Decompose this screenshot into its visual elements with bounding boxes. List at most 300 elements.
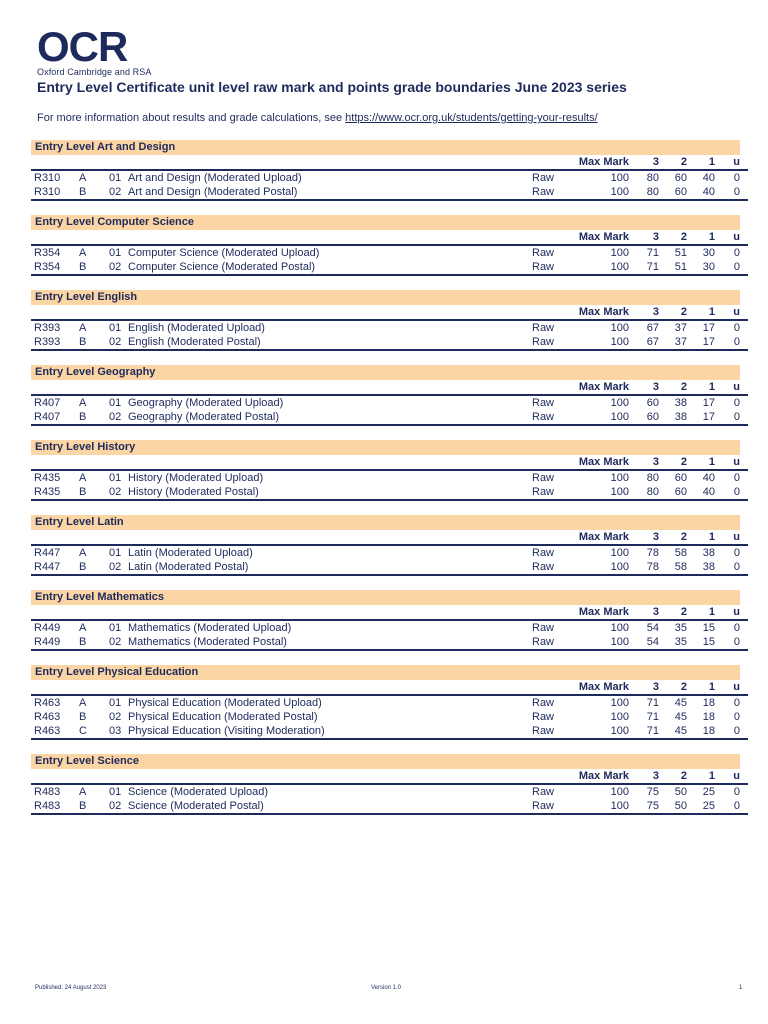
boundaries-table	[31, 455, 748, 501]
grade-1-boundary: 15	[702, 622, 715, 634]
component-number: 02	[109, 560, 128, 575]
mark-type: Raw	[532, 247, 555, 259]
grade-3-header: 3	[633, 155, 661, 170]
unit-code: R463	[34, 711, 61, 723]
header-spacer	[128, 455, 532, 470]
header-spacer	[128, 380, 532, 395]
header-spacer	[109, 530, 128, 545]
grade-1-boundary: 25	[689, 799, 717, 814]
grade-3-header: 3	[633, 605, 661, 620]
boundaries-table	[31, 380, 748, 426]
component-letter: B	[79, 185, 109, 200]
table-header-row	[31, 530, 748, 545]
grade-2-boundary: 35	[674, 622, 687, 634]
component-letter: B	[79, 635, 109, 650]
logo-tagline: Oxford Cambridge and RSA	[37, 67, 152, 77]
header-spacer	[79, 769, 109, 784]
unit-code: R449	[34, 622, 61, 634]
subject-section	[31, 754, 740, 815]
header-spacer	[109, 605, 128, 620]
header-spacer	[128, 305, 532, 320]
header-spacer	[532, 769, 574, 784]
table-row	[31, 185, 748, 200]
grade-3-boundary: 78	[633, 560, 661, 575]
component-number: 02	[109, 410, 128, 425]
max-mark: 100	[574, 485, 633, 500]
grade-3-boundary: 80	[646, 472, 659, 484]
grade-2-header: 2	[661, 605, 689, 620]
header-spacer	[31, 769, 79, 784]
component-letter: B	[79, 260, 109, 275]
grade-u-header: u	[717, 305, 748, 320]
boundaries-table	[31, 230, 748, 276]
component-number: 02	[109, 485, 128, 500]
table-row	[31, 245, 748, 260]
grade-3-boundary: 67	[646, 322, 659, 334]
header-spacer	[79, 455, 109, 470]
max-mark: 100	[610, 786, 629, 798]
component-name: History (Moderated Postal)	[128, 485, 532, 500]
mark-type: Raw	[532, 185, 574, 200]
component-name: Physical Education (Moderated Upload)	[128, 697, 322, 709]
grade-1-boundary: 38	[689, 560, 717, 575]
header-spacer	[79, 305, 109, 320]
grade-2-header: 2	[661, 380, 689, 395]
mark-type: Raw	[532, 547, 555, 559]
grade-u-boundary: 0	[717, 485, 748, 500]
unit-code: R310	[34, 172, 61, 184]
component-name: Latin (Moderated Upload)	[128, 547, 253, 559]
component-name: Geography (Moderated Upload)	[128, 397, 284, 409]
grade-u-boundary: 0	[717, 724, 748, 739]
grade-2-header: 2	[661, 155, 689, 170]
mark-type: Raw	[532, 799, 574, 814]
mark-type: Raw	[532, 635, 574, 650]
grade-u-boundary: 0	[717, 185, 748, 200]
header-spacer	[79, 155, 109, 170]
max-mark: 100	[574, 260, 633, 275]
component-letter: A	[79, 622, 87, 634]
grade-u-header: u	[717, 680, 748, 695]
component-letter: B	[79, 335, 109, 350]
header-spacer	[31, 530, 79, 545]
boundaries-table	[31, 605, 748, 651]
max-mark: 100	[610, 622, 629, 634]
mark-type: Raw	[532, 322, 555, 334]
grade-u-boundary: 0	[733, 472, 740, 484]
grade-3-header: 3	[633, 680, 661, 695]
header-spacer	[532, 305, 574, 320]
max-mark: 100	[574, 799, 633, 814]
header-spacer	[532, 680, 574, 695]
mark-type: Raw	[532, 335, 574, 350]
component-name: Science (Moderated Postal)	[128, 799, 532, 814]
header-spacer	[109, 305, 128, 320]
max-mark: 100	[574, 560, 633, 575]
grade-1-boundary: 40	[702, 172, 715, 184]
header-spacer	[109, 455, 128, 470]
grade-1-boundary: 15	[689, 635, 717, 650]
component-name: Geography (Moderated Postal)	[128, 410, 532, 425]
section-heading: Entry Level Latin	[31, 515, 740, 530]
grade-2-boundary: 60	[674, 172, 687, 184]
table-header-row	[31, 155, 748, 170]
boundaries-table	[31, 530, 748, 576]
grade-2-boundary: 50	[661, 799, 689, 814]
header-spacer	[79, 230, 109, 245]
max-mark-header: Max Mark	[574, 769, 633, 784]
grade-2-boundary: 45	[661, 724, 689, 739]
grade-3-header: 3	[633, 769, 661, 784]
grade-1-header: 1	[689, 769, 717, 784]
grade-u-boundary: 0	[717, 260, 748, 275]
grade-1-boundary: 18	[702, 697, 715, 709]
header-spacer	[532, 530, 574, 545]
table-row	[31, 620, 748, 635]
grade-3-header: 3	[633, 380, 661, 395]
max-mark: 100	[574, 724, 633, 739]
max-mark: 100	[574, 185, 633, 200]
grade-1-boundary: 17	[702, 397, 715, 409]
component-number: 03	[109, 724, 128, 739]
grade-2-header: 2	[661, 455, 689, 470]
table-header-row	[31, 380, 748, 395]
mark-type: Raw	[532, 410, 574, 425]
unit-code: R463	[34, 697, 61, 709]
header-spacer	[31, 455, 79, 470]
grade-1-boundary: 40	[702, 472, 715, 484]
table-row	[31, 395, 748, 410]
grade-2-boundary: 45	[674, 697, 687, 709]
subject-section	[31, 515, 740, 576]
grade-1-header: 1	[689, 455, 717, 470]
component-number: 01	[109, 786, 122, 798]
ocr-logo	[37, 23, 167, 78]
max-mark: 100	[574, 410, 633, 425]
section-heading: Entry Level History	[31, 440, 740, 455]
grade-1-header: 1	[689, 605, 717, 620]
header-spacer	[532, 230, 574, 245]
grade-1-boundary: 25	[702, 786, 715, 798]
mark-type: Raw	[532, 711, 555, 723]
grade-1-boundary: 17	[689, 335, 717, 350]
grade-u-header: u	[717, 769, 748, 784]
max-mark-header: Max Mark	[574, 530, 633, 545]
header-spacer	[128, 230, 532, 245]
component-number: 02	[109, 635, 128, 650]
header-spacer	[31, 305, 79, 320]
grade-2-boundary: 38	[661, 410, 689, 425]
grade-3-header: 3	[633, 305, 661, 320]
table-row	[31, 410, 748, 425]
grade-u-boundary: 0	[717, 335, 748, 350]
max-mark-header: Max Mark	[574, 605, 633, 620]
component-number: 01	[109, 697, 122, 709]
component-name: English (Moderated Postal)	[128, 335, 532, 350]
component-name: Mathematics (Moderated Postal)	[128, 635, 532, 650]
table-header-row	[31, 769, 748, 784]
grade-3-boundary: 71	[646, 711, 659, 723]
table-row	[31, 170, 748, 185]
grade-1-header: 1	[689, 305, 717, 320]
grade-u-boundary: 0	[733, 322, 740, 334]
grade-boundary-sections	[31, 140, 740, 829]
grade-3-boundary: 60	[633, 410, 661, 425]
boundaries-table	[31, 680, 748, 740]
grade-2-boundary: 38	[674, 397, 687, 409]
grade-u-boundary: 0	[733, 247, 740, 259]
component-letter: A	[79, 472, 87, 484]
component-number: 02	[109, 185, 128, 200]
max-mark-header: Max Mark	[574, 155, 633, 170]
max-mark: 100	[610, 172, 629, 184]
grade-u-header: u	[717, 605, 748, 620]
grade-2-header: 2	[661, 230, 689, 245]
mark-type: Raw	[532, 472, 555, 484]
grade-1-boundary: 40	[689, 485, 717, 500]
header-spacer	[31, 605, 79, 620]
grade-3-header: 3	[633, 230, 661, 245]
grade-3-boundary: 67	[633, 335, 661, 350]
grade-3-boundary: 71	[646, 697, 659, 709]
max-mark: 100	[574, 335, 633, 350]
header-spacer	[109, 230, 128, 245]
component-letter: A	[79, 322, 87, 334]
footer-page-number: 1	[739, 985, 743, 991]
grade-3-boundary: 71	[633, 260, 661, 275]
section-heading: Entry Level Art and Design	[31, 140, 740, 155]
grade-2-boundary: 37	[661, 335, 689, 350]
component-name: History (Moderated Upload)	[128, 472, 264, 484]
section-heading: Entry Level English	[31, 290, 740, 305]
table-header-row	[31, 455, 748, 470]
grade-2-boundary: 60	[674, 472, 687, 484]
grade-1-header: 1	[689, 380, 717, 395]
grade-1-boundary: 18	[689, 724, 717, 739]
table-row	[31, 545, 748, 560]
grade-1-boundary: 40	[689, 185, 717, 200]
table-header-row	[31, 230, 748, 245]
component-letter: B	[79, 711, 87, 723]
header-spacer	[31, 680, 79, 695]
subject-section	[31, 440, 740, 501]
max-mark: 100	[610, 322, 629, 334]
subject-section	[31, 215, 740, 276]
header-spacer	[532, 455, 574, 470]
unit-code: R393	[34, 322, 61, 334]
grade-1-header: 1	[689, 155, 717, 170]
max-mark: 100	[610, 547, 629, 559]
grade-1-header: 1	[689, 530, 717, 545]
header-spacer	[31, 380, 79, 395]
table-row	[31, 470, 748, 485]
subject-section	[31, 140, 740, 201]
component-letter: A	[79, 247, 87, 259]
component-letter: A	[79, 172, 87, 184]
mark-type: Raw	[532, 697, 555, 709]
table-row	[31, 784, 748, 799]
unit-code: R407	[31, 410, 79, 425]
max-mark: 100	[610, 697, 629, 709]
grade-2-boundary: 51	[661, 260, 689, 275]
grade-2-header: 2	[661, 769, 689, 784]
table-header-row	[31, 305, 748, 320]
max-mark-header: Max Mark	[574, 680, 633, 695]
section-heading: Entry Level Science	[31, 754, 740, 769]
unit-code: R407	[34, 397, 61, 409]
grade-1-boundary: 30	[702, 247, 715, 259]
grade-1-boundary: 17	[689, 410, 717, 425]
grade-2-boundary: 51	[674, 247, 687, 259]
grade-2-boundary: 58	[661, 560, 689, 575]
component-name: Computer Science (Moderated Postal)	[128, 260, 532, 275]
max-mark-header: Max Mark	[574, 230, 633, 245]
component-letter: A	[79, 697, 87, 709]
max-mark: 100	[574, 635, 633, 650]
unit-code: R310	[31, 185, 79, 200]
component-number: 02	[109, 335, 128, 350]
component-name: Physical Education (Visiting Moderation)	[128, 724, 532, 739]
grade-u-boundary: 0	[733, 711, 740, 723]
table-row	[31, 260, 748, 275]
unit-code: R447	[34, 547, 61, 559]
component-number: 01	[109, 397, 122, 409]
footer-version: Version 1.0	[371, 985, 402, 991]
header-spacer	[79, 605, 109, 620]
logo-wordmark: OCR	[37, 23, 128, 70]
grade-3-boundary: 71	[633, 724, 661, 739]
header-spacer	[128, 530, 532, 545]
results-link[interactable]: https://www.ocr.org.uk/students/getting-your-results/	[345, 112, 598, 124]
grade-2-boundary: 35	[661, 635, 689, 650]
unit-code: R447	[31, 560, 79, 575]
component-name: Art and Design (Moderated Upload)	[128, 172, 302, 184]
table-row	[31, 560, 748, 575]
grade-u-header: u	[717, 155, 748, 170]
max-mark: 100	[610, 397, 629, 409]
subject-section	[31, 665, 740, 740]
unit-code: R393	[31, 335, 79, 350]
table-header-row	[31, 605, 748, 620]
grade-u-header: u	[717, 530, 748, 545]
component-letter: A	[79, 786, 87, 798]
subject-section	[31, 290, 740, 351]
unit-code: R354	[34, 247, 61, 259]
grade-3-boundary: 80	[633, 185, 661, 200]
unit-code: R463	[31, 724, 79, 739]
grade-2-boundary: 60	[661, 485, 689, 500]
section-heading: Entry Level Geography	[31, 365, 740, 380]
grade-1-boundary: 30	[689, 260, 717, 275]
header-spacer	[109, 380, 128, 395]
grade-1-boundary: 18	[702, 711, 715, 723]
grade-u-header: u	[717, 455, 748, 470]
grade-2-boundary: 37	[674, 322, 687, 334]
component-name: Physical Education (Moderated Postal)	[128, 711, 318, 723]
component-name: Latin (Moderated Postal)	[128, 560, 532, 575]
grade-2-boundary: 45	[674, 711, 687, 723]
section-heading: Entry Level Mathematics	[31, 590, 740, 605]
grade-u-boundary: 0	[717, 799, 748, 814]
mark-type: Raw	[532, 260, 574, 275]
header-spacer	[109, 769, 128, 784]
mark-type: Raw	[532, 622, 555, 634]
mark-type: Raw	[532, 560, 574, 575]
component-letter: A	[79, 397, 87, 409]
unit-code: R435	[31, 485, 79, 500]
grade-2-boundary: 58	[674, 547, 687, 559]
page-title: Entry Level Certificate unit level raw mark and points grade boundaries June 2023 series	[37, 79, 627, 95]
grade-3-boundary: 60	[646, 397, 659, 409]
footer-published: Published: 24 August 2023	[35, 985, 107, 991]
table-row	[31, 799, 748, 814]
grade-3-header: 3	[633, 455, 661, 470]
grade-3-boundary: 80	[646, 172, 659, 184]
component-letter: A	[79, 547, 87, 559]
max-mark-header: Max Mark	[574, 380, 633, 395]
header-spacer	[31, 230, 79, 245]
header-spacer	[128, 680, 532, 695]
table-header-row	[31, 680, 748, 695]
grade-1-header: 1	[689, 230, 717, 245]
table-row	[31, 335, 748, 350]
boundaries-table	[31, 769, 748, 815]
grade-3-boundary: 54	[646, 622, 659, 634]
info-line	[37, 112, 598, 124]
component-number: 02	[109, 260, 128, 275]
grade-u-boundary: 0	[733, 786, 740, 798]
component-number: 01	[109, 547, 122, 559]
grade-u-boundary: 0	[733, 547, 740, 559]
component-name: Art and Design (Moderated Postal)	[128, 185, 532, 200]
grade-u-header: u	[717, 230, 748, 245]
header-spacer	[79, 380, 109, 395]
section-heading: Entry Level Physical Education	[31, 665, 740, 680]
table-row	[31, 724, 748, 739]
subject-section	[31, 590, 740, 651]
grade-3-boundary: 71	[646, 247, 659, 259]
grade-2-boundary: 50	[674, 786, 687, 798]
info-text: For more information about results and grade calculations, see	[37, 112, 346, 124]
header-spacer	[79, 680, 109, 695]
grade-2-header: 2	[661, 305, 689, 320]
header-spacer	[31, 155, 79, 170]
header-spacer	[532, 380, 574, 395]
table-row	[31, 635, 748, 650]
grade-u-boundary: 0	[717, 560, 748, 575]
grade-2-boundary: 60	[661, 185, 689, 200]
mark-type: Raw	[532, 724, 574, 739]
grade-3-boundary: 80	[633, 485, 661, 500]
subject-section	[31, 365, 740, 426]
component-name: English (Moderated Upload)	[128, 322, 265, 334]
component-name: Mathematics (Moderated Upload)	[128, 622, 292, 634]
header-spacer	[128, 155, 532, 170]
header-spacer	[109, 155, 128, 170]
grade-u-boundary: 0	[733, 622, 740, 634]
grade-u-boundary: 0	[717, 410, 748, 425]
unit-code: R435	[34, 472, 61, 484]
max-mark: 100	[610, 711, 629, 723]
grade-1-boundary: 38	[702, 547, 715, 559]
unit-code: R483	[34, 786, 61, 798]
header-spacer	[128, 769, 532, 784]
grade-1-header: 1	[689, 680, 717, 695]
grade-2-header: 2	[661, 530, 689, 545]
component-letter: B	[79, 410, 109, 425]
grade-u-boundary: 0	[717, 635, 748, 650]
grade-u-boundary: 0	[733, 172, 740, 184]
